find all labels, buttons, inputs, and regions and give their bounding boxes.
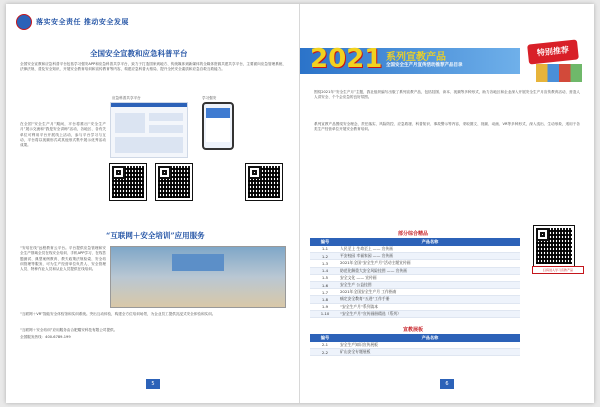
product-name: 平安校园 幸福家园 —— 宣传画 [340, 253, 520, 260]
product-code: 1-7 [310, 289, 340, 296]
page-number-left: 5 [146, 379, 160, 389]
product-code: 1-9 [310, 303, 340, 310]
banner-year: 2021 [310, 44, 383, 74]
emblem-icon [16, 14, 32, 30]
qr-code-share [246, 164, 282, 200]
platform-label: 应急科普共享平台 [112, 96, 141, 100]
product-name: 2021年全国安全生产月 工作指南 [340, 289, 520, 296]
platform-intro: 全国安全宣教和应急科普平台包括学习强安APP和应急科普共享平台，致力于打造国家到地方、传统媒体到新媒体的全媒体资源共建共享平台，主要面向应急管理系统、法律法规、普及安全知识，开展安全教育培训和宣传教育等内容，构建应急科普大格局，提升全民安全素质和应急自救互救能力。 [20, 62, 286, 72]
table-row [310, 296, 520, 303]
table-row [310, 267, 520, 274]
table-row [310, 253, 520, 260]
product-name: 安全生产 公益挂图 [340, 281, 520, 288]
product-name: 安全生产知识宣传展板 [340, 342, 520, 349]
app-label: 学习强安 [202, 96, 217, 100]
table-row [310, 281, 520, 288]
product-name: 矿山安全专题展板 [340, 349, 520, 356]
banner-title: 系列宣教产品 [386, 52, 446, 63]
table-header-no: 编号 [310, 238, 340, 246]
brochure-spread [6, 4, 594, 403]
app-phone-image [202, 102, 234, 150]
table-title-boards: 宣教展板 [402, 327, 423, 333]
product-code: 1-4 [310, 267, 340, 274]
right-page [300, 4, 594, 403]
table-row [310, 260, 520, 267]
product-code: 2-1 [310, 342, 340, 349]
recommend-badge: 特别推荐 [527, 39, 579, 64]
product-code: 1-8 [310, 296, 340, 303]
classroom-photo [110, 246, 286, 308]
table-header-name: 产品名称 [340, 334, 520, 342]
table-row [310, 289, 520, 296]
product-intro: 围绕2021年“安全生产月”主题，我社组织编写出版了系列宣教产品，包括挂图、读本、视频等多种形式，助力各地区和企业深入开展安全生产月宣传教育活动，营造人人讲安全、个个会应急的良好氛围。 [314, 90, 580, 100]
product-name: 痛定安全教育“五进”工作手册 [340, 296, 520, 303]
product-banner [300, 40, 594, 80]
vr-training-text: “互联网＋VR”智能安全体验馆和实训系统。突出互动体验，构建全方位培训场景，为企业员工提供沉浸式安全体验和实训。 [20, 312, 216, 316]
product-code: 1-10 [310, 310, 340, 317]
slogan: 落实安全责任 推动安全发展 [36, 18, 129, 26]
service-hotline: 全国服务热线：400-6789-199 [20, 335, 71, 339]
qr-code-platform [110, 164, 146, 200]
product-code: 1-5 [310, 274, 340, 281]
section-title-training: “互联网＋安全培训”应用服务 [106, 231, 205, 240]
qr-code-products [534, 226, 574, 266]
banner-subtitle: 全国安全生产月宣传活动推荐产品目录 [386, 63, 463, 68]
platform-activity-text: 在全国“安全生产月”期间，平台将推出“安全生产月”展示交流和“我是安全讲师”活动，各地区、各有关单位可利用平台开展线上活动，参与平台学习与互动，平台将以视频形式或其他形式集中展示优秀活动成果。 [20, 122, 106, 148]
qr-caption: 扫码进入学习宣教产品 [532, 266, 584, 274]
table-header-name: 产品名称 [340, 238, 520, 246]
service-provider-text: “互联网＋安全培训”应用服务由合肥耀安科技有限公司提供。 [20, 328, 118, 332]
featured-products-table [310, 238, 520, 318]
brand-header [16, 14, 129, 30]
section-title-platform: 全国安全宣教和应急科普平台 [90, 49, 188, 58]
table-row [310, 342, 520, 349]
table-row [310, 349, 520, 356]
product-name: 安全文化 —— 宣传画 [340, 274, 520, 281]
books-icon [536, 64, 582, 82]
product-code: 1-6 [310, 281, 340, 288]
product-code: 1-2 [310, 253, 340, 260]
table-header-no: 编号 [310, 334, 340, 342]
left-page [6, 4, 300, 403]
product-name: “安全生产月”系列读本 [340, 303, 520, 310]
table-row [310, 303, 520, 310]
product-intro-2: 系列宣教产品围绕安全理念、责任落实、风险防控、应急救援、科普知识、事故警示等内容，采取图文、视频、动画、VR等多种形式，深入浅出、生动形象，适用于各类生产经营单位开展安全教育培训。 [314, 122, 580, 132]
display-boards-table [310, 334, 520, 356]
page-number-right: 6 [440, 379, 454, 389]
table-row [310, 310, 520, 317]
product-code: 1-3 [310, 260, 340, 267]
product-code: 1-1 [310, 246, 340, 253]
qr-code-app [156, 164, 192, 200]
table-title-featured: 部分综合精品 [397, 231, 428, 237]
training-cloud-text: “安培在线”远程教育云平台。平台提供应急管理和安全生产领域全员在线安全培训、手机APP学习、在线答题测试、典型案例教育、教夫政策法规检索、安全培训管理等服务，可为生产经营单位负责人、安全管理人员、特种作业人员和从业人员提供在线培训。 [20, 246, 106, 272]
product-name: 2021年全国“安全生产月”活动主题宣传画 [340, 260, 520, 267]
table-row [310, 274, 520, 281]
product-code: 2-2 [310, 349, 340, 356]
table-row [310, 246, 520, 253]
product-name: “安全生产月”宣传画册精选（系列） [340, 310, 520, 317]
platform-screenshot [110, 102, 188, 158]
product-name: 防范化解重大安全风险挂图 —— 宣传画 [340, 267, 520, 274]
product-name: 人民至上 生命至上 —— 宣传画 [340, 246, 520, 253]
